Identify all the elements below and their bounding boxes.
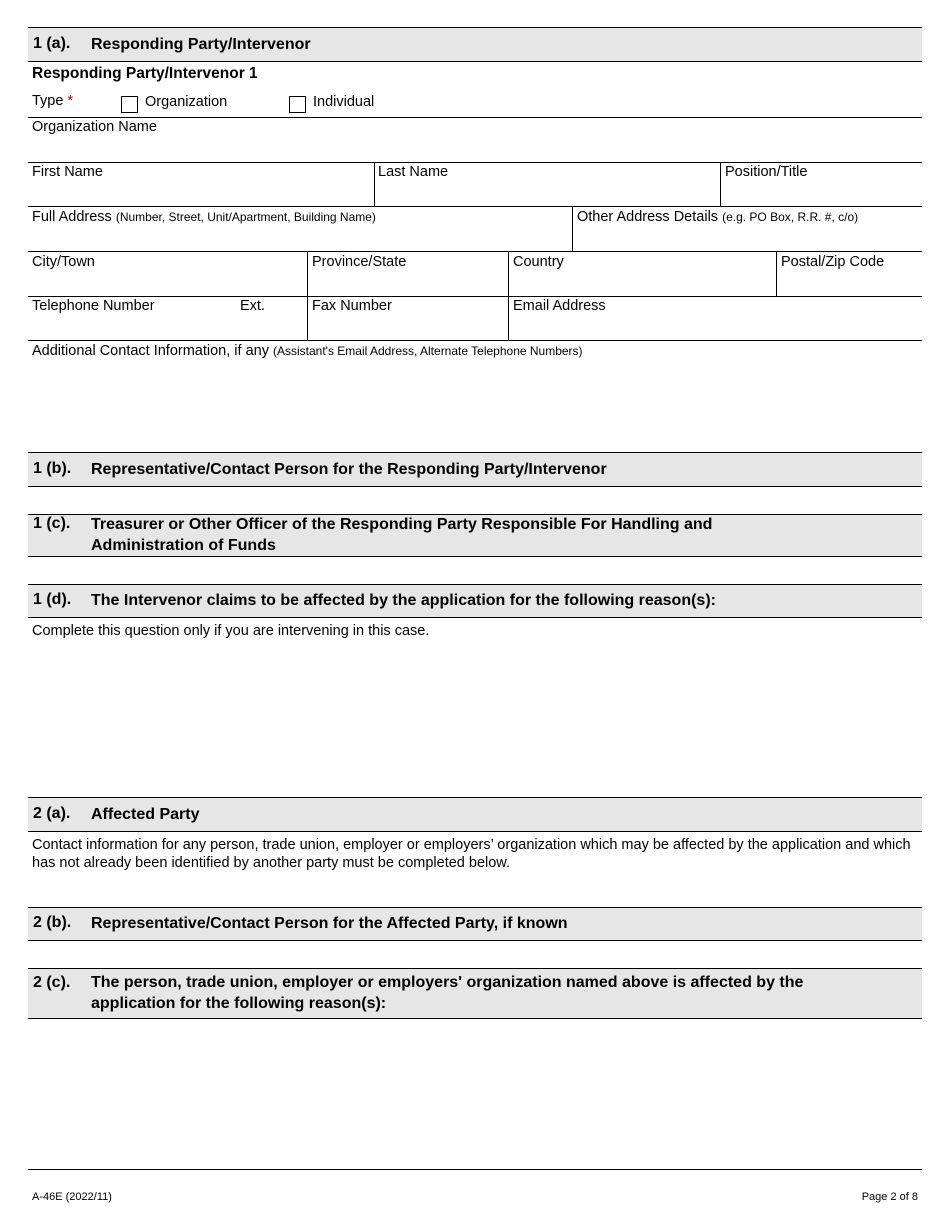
section-2b-header (28, 907, 922, 941)
full-address-hint: (Number, Street, Unit/Apartment, Building Name) (115, 210, 376, 224)
full-address-label (32, 209, 376, 225)
section-number: 1 (b). (33, 460, 72, 477)
type-label-group (32, 93, 73, 109)
organization-name-input[interactable] (28, 138, 922, 162)
other-address-input[interactable] (573, 228, 922, 251)
fax-label: Fax Number (312, 298, 392, 314)
section-title: Treasurer or Other Officer of the Responding Party Responsible For Handling and Administration of Funds (91, 516, 713, 554)
section-title: Representative/Contact Person for the Responding Party/Intervenor (91, 461, 607, 478)
divider (28, 296, 922, 297)
city-input[interactable] (28, 273, 307, 296)
last-name-input[interactable] (375, 183, 720, 206)
section-title: The person, trade union, employer or employers' organization named above is affected by the application for the following reason(s): (91, 974, 804, 1012)
individual-checkbox[interactable] (289, 96, 306, 113)
divider (28, 162, 922, 163)
additional-contact-label-text: Additional Contact Information, if any (32, 343, 269, 359)
additional-contact-label (32, 343, 583, 359)
organization-checkbox[interactable] (121, 96, 138, 113)
section-title: Responding Party/Intervenor (91, 36, 311, 53)
divider (28, 117, 922, 118)
section-1a-header (28, 27, 922, 62)
section-title: The Intervenor claims to be affected by the application for the following reason(s): (91, 592, 716, 609)
section-number: 1 (c). (33, 515, 71, 532)
full-address-input[interactable] (28, 228, 572, 251)
full-address-label-text: Full Address (32, 209, 112, 225)
type-label: Type (32, 93, 64, 109)
telephone-label: Telephone Number (32, 298, 155, 314)
first-name-input[interactable] (28, 183, 374, 206)
email-input[interactable] (509, 317, 922, 340)
additional-contact-textarea[interactable] (28, 364, 922, 448)
page-number: Page 2 of 8 (861, 1191, 918, 1203)
country-input[interactable] (509, 273, 776, 296)
postal-code-input[interactable] (777, 273, 922, 296)
additional-contact-hint: (Assistant's Email Address, Alternate Telephone Numbers) (273, 344, 583, 358)
party-subheading: Responding Party/Intervenor 1 (32, 65, 258, 82)
section-number: 2 (c). (33, 974, 71, 991)
divider (28, 206, 922, 207)
organization-option-label: Organization (145, 94, 228, 110)
section-1d-header (28, 584, 922, 618)
intervenor-reasons-textarea[interactable] (28, 644, 922, 792)
section-number: 2 (b). (33, 914, 72, 931)
telephone-input[interactable] (28, 317, 233, 340)
section-2a-header (28, 797, 922, 832)
extension-label: Ext. (240, 298, 265, 314)
position-title-label: Position/Title (725, 164, 808, 180)
last-name-label: Last Name (378, 164, 449, 180)
section-number: 1 (a). (33, 35, 71, 52)
section-number: 1 (d). (33, 591, 72, 608)
divider (28, 340, 922, 341)
other-address-label-text: Other Address Details (577, 209, 719, 225)
section-1c-header (28, 514, 922, 557)
fax-input[interactable] (308, 317, 508, 340)
position-title-input[interactable] (721, 183, 922, 206)
extension-input[interactable] (236, 317, 307, 340)
section-number: 2 (a). (33, 805, 71, 822)
individual-option-label: Individual (313, 94, 375, 110)
other-address-label (577, 209, 858, 225)
section-1b-header (28, 452, 922, 487)
city-label: City/Town (32, 254, 95, 270)
province-label: Province/State (312, 254, 407, 270)
section-2a-note: Contact information for any person, trade union, employer or employers’ organization which may be affected by the application and which has not already been identified by another party must be completed below. (32, 837, 911, 871)
province-input[interactable] (308, 273, 508, 296)
required-mark: * (67, 93, 74, 109)
divider (28, 251, 922, 252)
section-1d-note: Complete this question only if you are intervening in this case. (32, 623, 430, 639)
form-id: A-46E (2022/11) (32, 1191, 112, 1203)
postal-code-label: Postal/Zip Code (781, 254, 885, 270)
country-label: Country (513, 254, 564, 270)
other-address-hint: (e.g. PO Box, R.R. #, c/o) (722, 210, 859, 224)
footer-divider (28, 1169, 922, 1170)
first-name-label: First Name (32, 164, 103, 180)
affected-party-reasons-textarea[interactable] (28, 1022, 922, 1162)
section-2c-header (28, 968, 922, 1019)
organization-name-label: Organization Name (32, 119, 157, 135)
section-title: Representative/Contact Person for the Affected Party, if known (91, 915, 568, 932)
email-label: Email Address (513, 298, 606, 314)
section-title: Affected Party (91, 806, 200, 823)
